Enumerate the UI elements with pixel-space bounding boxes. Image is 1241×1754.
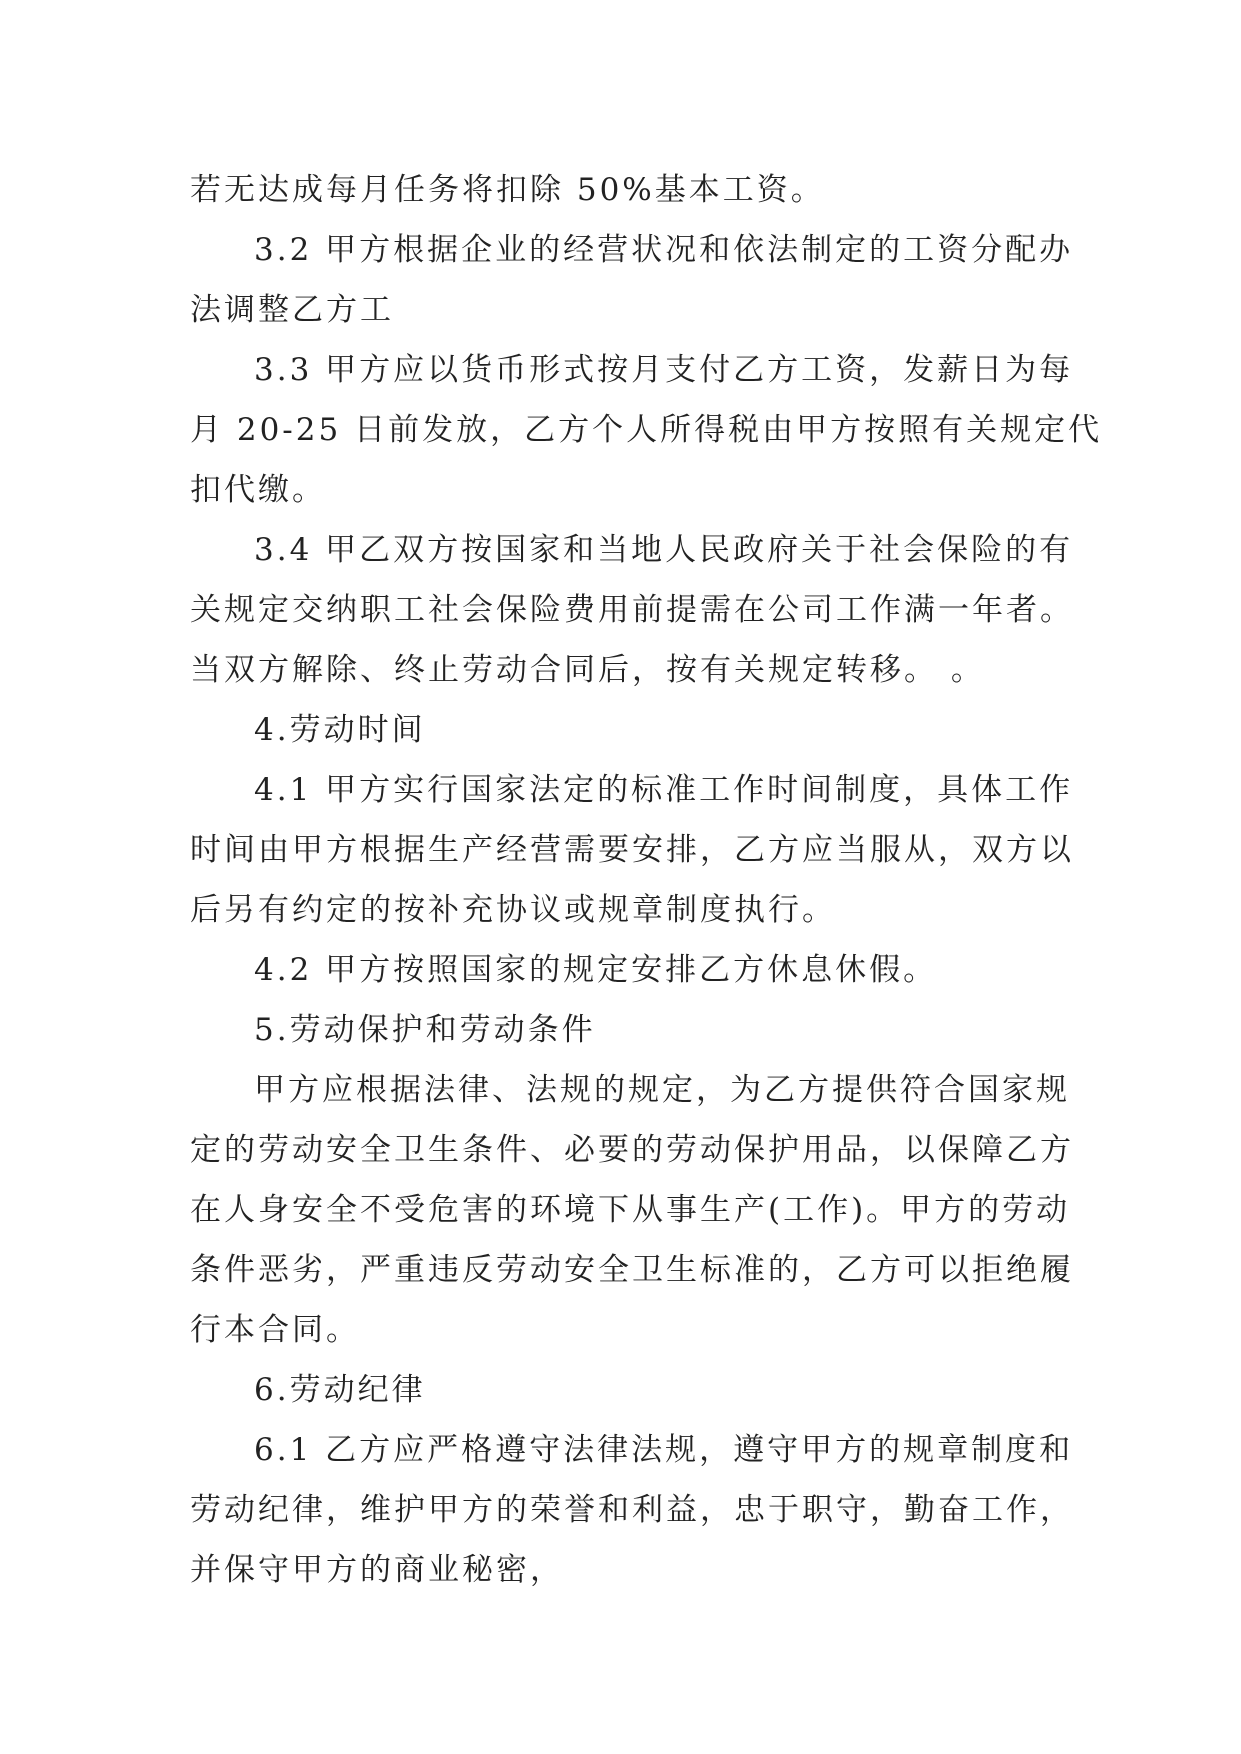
text-line: 定的劳动安全卫生条件、必要的劳动保护用品，以保障乙方 xyxy=(190,1132,1074,1168)
text-line: 行本合同。 xyxy=(190,1312,360,1348)
section-heading: 4.劳动时间 xyxy=(254,712,426,748)
text-line: 甲方应根据法律、法规的规定，为乙方提供符合国家规 xyxy=(254,1072,1070,1108)
document-body xyxy=(190,160,1103,1600)
text-line: 劳动纪律，维护甲方的荣誉和利益，忠于职守，勤奋工作， xyxy=(190,1492,1074,1528)
text-line: 当双方解除、终止劳动合同后，按有关规定转移。 。 xyxy=(190,652,985,688)
text-line: 时间由甲方根据生产经营需要安排，乙方应当服从，双方以 xyxy=(190,832,1074,868)
text-line: 4.2 甲方按照国家的规定安排乙方休息休假。 xyxy=(254,952,938,988)
text-line: 关规定交纳职工社会保险费用前提需在公司工作满一年者。 xyxy=(190,592,1074,628)
text-line: 月 20-25 日前发放，乙方个人所得税由甲方按照有关规定代 xyxy=(190,412,1103,448)
text-line: 条件恶劣，严重违反劳动安全卫生标准的，乙方可以拒绝履 xyxy=(190,1252,1074,1288)
text-line: 后另有约定的按补充协议或规章制度执行。 xyxy=(190,892,836,928)
text-line: 4.1 甲方实行国家法定的标准工作时间制度，具体工作 xyxy=(254,772,1074,808)
text-line: 3.3 甲方应以货币形式按月支付乙方工资，发薪日为每 xyxy=(254,352,1074,388)
text-line: 在人身安全不受危害的环境下从事生产(工作)。甲方的劳动 xyxy=(190,1192,1071,1228)
text-line: 法调整乙方工 xyxy=(190,292,394,328)
text-line: 3.2 甲方根据企业的经营状况和依法制定的工资分配办 xyxy=(254,232,1074,268)
text-line: 扣代缴。 xyxy=(190,472,326,508)
text-line: 6.1 乙方应严格遵守法律法规，遵守甲方的规章制度和 xyxy=(254,1432,1074,1468)
section-heading: 5.劳动保护和劳动条件 xyxy=(254,1012,596,1048)
text-line: 3.4 甲乙双方按国家和当地人民政府关于社会保险的有 xyxy=(254,532,1074,568)
text-line: 并保守甲方的商业秘密， xyxy=(190,1552,564,1588)
section-heading: 6.劳动纪律 xyxy=(254,1372,426,1408)
text-line: 若无达成每月任务将扣除 50%基本工资。 xyxy=(190,172,825,208)
